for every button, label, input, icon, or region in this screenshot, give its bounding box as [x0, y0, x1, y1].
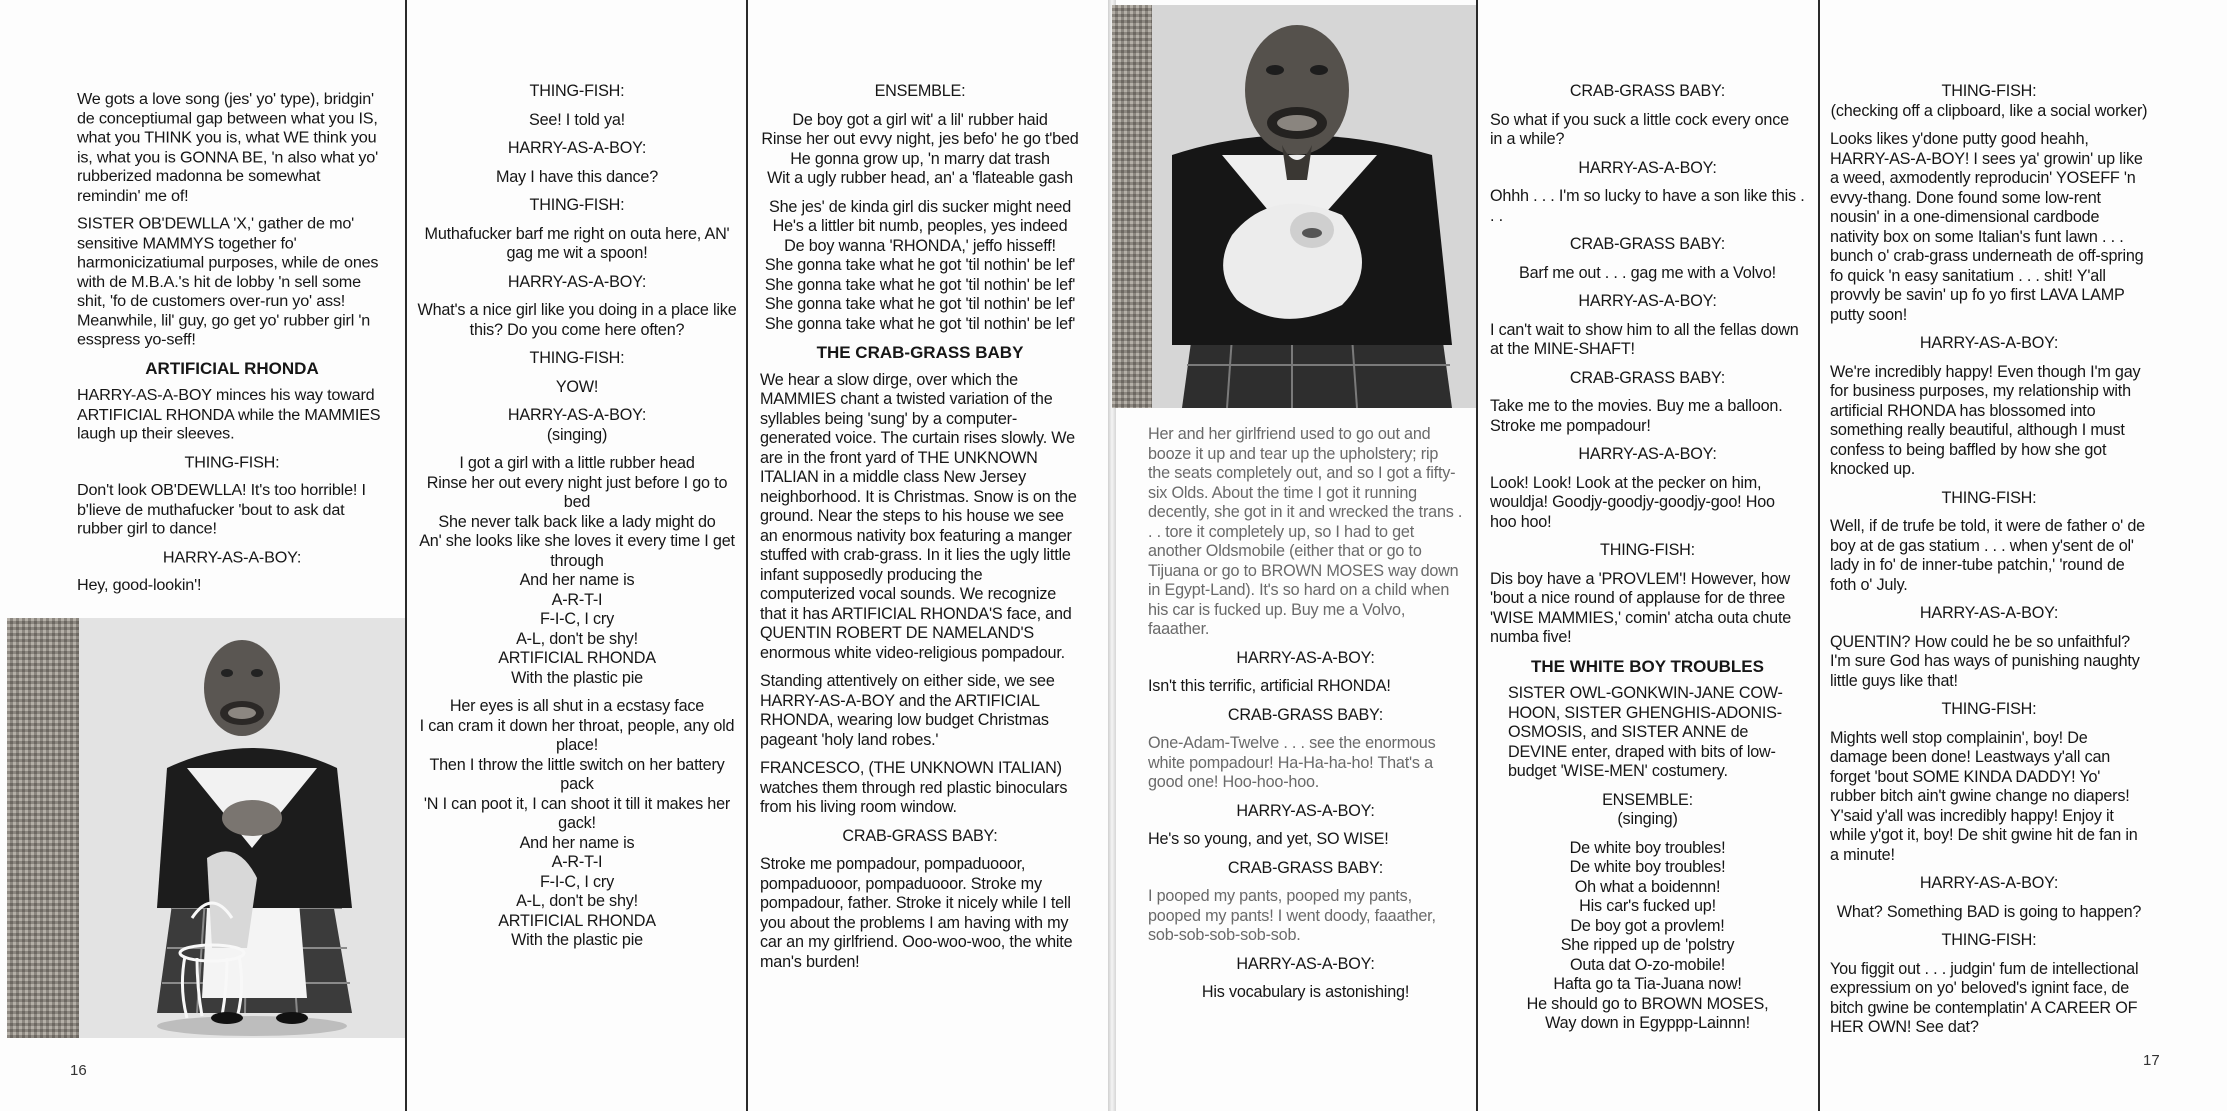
speaker-label: ENSEMBLE:	[874, 82, 966, 100]
lyric-line: He gonna grow up, 'n marry dat trash	[790, 149, 1050, 168]
lyric-line: A-R-T-I	[551, 590, 603, 609]
lyric-line: Her eyes is all shut in a ecstasy face	[449, 697, 705, 715]
dialogue-line: May I have this dance?	[495, 167, 659, 186]
speaker-label: HARRY-AS-A-BOY:	[507, 139, 647, 157]
song-verse	[1490, 839, 1805, 1034]
lyric-line: She ripped up de 'polstry	[1560, 936, 1735, 954]
lyric-line: De boy wanna 'RHONDA,' jeffo hisseff!	[784, 236, 1056, 255]
dialogue-line: So what if you suck a little cock every once in a while?	[1490, 110, 1789, 148]
speaker-label: THING-FISH:	[529, 349, 625, 367]
song-verse-2	[417, 697, 737, 951]
speaker-label: HARRY-AS-A-BOY:	[1578, 445, 1717, 463]
dialogue-line: He's so young, and yet, SO WISE!	[1148, 830, 1389, 848]
lyric-line: She gonna take what he got 'til nothin' be lef'	[764, 256, 1076, 274]
section-heading: THE CRAB-GRASS BABY	[816, 343, 1024, 362]
intro-paragraph: We gots a love song (jes' yo' type), bridgin' de conceptiumal gap between what you IS, what you THINK you is, what WE think you is, what you is GONNA BE, 'n also what yo' rubberized madonna be somewhat remindin' me of!	[77, 90, 378, 205]
column-4-text	[1148, 425, 1463, 1012]
stage-direction: Standing attentively on either side, we see HARRY-AS-A-BOY and the ARTIFICIAL RHONDA, wearing low budget Christmas pageant 'holy land robes.'	[760, 672, 1055, 749]
lyric-line: De boy got a girl wit' a lil' rubber haid	[792, 110, 1048, 129]
lyric-line: Wit a ugly rubber head, an' a 'flateable gash	[767, 169, 1073, 187]
lyric-line: And her name is	[519, 571, 635, 589]
dialogue-line: Well, if de trufe be told, it were de father o' de boy at de gas statium . . . when y'sent de ol' lady in fo' de inner-tube patchin,' 'round de foth o' July.	[1830, 517, 2145, 594]
section-heading: THE WHITE BOY TROUBLES	[1531, 656, 1764, 676]
speaker-label: THING-FISH:	[1600, 541, 1695, 559]
column-5-text	[1490, 82, 1805, 1043]
speaker-label: THING-FISH:	[1941, 82, 2037, 100]
lyric-line: Rinse her out every night just before I go to bed	[426, 473, 728, 511]
lyric-line: She gonna take what he got 'til nothin' be lef'	[764, 275, 1076, 294]
lyric-line: A-L, don't be shy!	[516, 892, 638, 910]
speaker-label: CRAB-GRASS BABY:	[1227, 858, 1384, 877]
dialogue-line: See! I told ya!	[529, 110, 625, 129]
speaker-label: HARRY-AS-A-BOY:	[1919, 874, 2059, 892]
speaker-label: THING-FISH:	[1941, 488, 2037, 507]
column-6-text	[1830, 82, 2148, 1047]
speaker-label: HARRY-AS-A-BOY:	[1919, 334, 2059, 352]
dialogue-line: Hey, good-lookin'!	[77, 576, 202, 595]
lyric-line: F-I-C, I cry	[539, 610, 615, 628]
speaker-label: THING-FISH:	[1941, 700, 2037, 718]
speaker-label: THING-FISH:	[529, 82, 625, 100]
column-divider	[1818, 0, 1820, 1111]
page-number-right: 17	[2143, 1052, 2160, 1069]
speaker-label: CRAB-GRASS BABY:	[1569, 82, 1726, 100]
column-divider	[1476, 0, 1478, 1111]
speaker-label: CRAB-GRASS BABY:	[1569, 368, 1726, 387]
lyric-line: Oh what a boidennn!	[1574, 877, 1721, 896]
stage-direction: SISTER OWL-GONKWIN-JANE COW-HOON, SISTER GHENGHIS-ADONIS-OSMOSIS, and SISTER ANNE de DEVINE enter, draped with bits of low-budget 'WISE-MEN' costumery.	[1508, 684, 1783, 780]
column-divider	[746, 0, 748, 1111]
lyric-line: His car's fucked up!	[1579, 897, 1716, 915]
dialogue-line: We're incredibly happy! Even though I'm gay for business purposes, my relationship with artificial RHONDA has blossomed into something really beautiful, although I must confess to being baffled by how she got knocked up.	[1830, 362, 2141, 478]
lyric-line: She gonna take what he got 'til nothin' be lef'	[764, 295, 1076, 313]
lyric-line: Way down in Egyppp-Lainnn!	[1545, 1014, 1750, 1032]
speaker-label: CRAB-GRASS BABY:	[842, 826, 998, 845]
dialogue-line: What's a nice girl like you doing in a place like this? Do you come here often?	[417, 301, 737, 339]
speaker-label: CRAB-GRASS BABY:	[1569, 235, 1726, 253]
stage-direction: FRANCESCO, (THE UNKNOWN ITALIAN) watches them through red plastic binoculars from his living room window.	[760, 759, 1068, 816]
lyric-line: Then I throw the little switch on her battery pack	[429, 755, 725, 793]
lyric-line: De boy got a provlem!	[1570, 916, 1725, 935]
stage-direction: (singing)	[1617, 810, 1678, 828]
dialogue-line: Isn't this terrific, artificial RHONDA!	[1148, 677, 1391, 695]
lyric-line: He should go to BROWN MOSES,	[1526, 994, 1769, 1013]
dialogue-line: Dis boy have a 'PROVLEM'! However, how 'bout a nice round of applause for de three 'WISE MAMMIES,' comin' atcha outa chute numba five!	[1490, 569, 1792, 646]
lyric-line: She jes' de kinda girl dis sucker might need	[768, 197, 1072, 216]
speaker-label: HARRY-AS-A-BOY:	[162, 548, 302, 566]
speaker-label: HARRY-AS-A-BOY:	[507, 406, 647, 424]
dialogue-line: What? Something BAD is going to happen?	[1836, 902, 2142, 921]
dialogue-line: His vocabulary is astonishing!	[1201, 983, 1410, 1001]
dialogue-line: Take me to the movies. Buy me a balloon. Stroke me pompadour!	[1490, 397, 1783, 435]
dialogue-line: Her and her girlfriend used to go out and booze it up and tear up the upholstery; rip the seats completely out, and so I got a fifty-six Olds. About the time I got it running decently, she got in it and wrecked the trans . . . tore it completely up, so I had to get another Oldsmobile (either that or go to Tijuana or go to BROWN MOSES way down in Egypt-Land). It's so hard on a child when his car is fucked up. Buy me a Volvo, faaather.	[1148, 425, 1463, 638]
dialogue-line: You figgit out . . . judgin' fum de intellectional expressium on yo' beloved's ignint face, de bitch gwine be contemplatin' A CAREER OF HER OWN! See dat?	[1830, 959, 2139, 1036]
photo-illustration	[7, 618, 405, 1038]
lyric-line: A-L, don't be shy!	[516, 629, 638, 648]
dialogue-line: Don't look OB'DEWLLA! It's too horrible! I b'lieve de muthafucker 'bout to ask dat rubber girl to dance!	[77, 481, 366, 538]
column-divider	[405, 0, 407, 1111]
speaker-label: ENSEMBLE:	[1602, 790, 1693, 809]
dialogue-line: I pooped my pants, pooped my pants, pooped my pants! I went doody, faaather, sob-sob-sob-sob-sob.	[1148, 887, 1436, 944]
speaker-label: THING-FISH:	[1941, 931, 2037, 949]
lyric-line: I can cram it down her throat, people, any old place!	[419, 716, 735, 754]
lyric-line: And her name is	[519, 833, 635, 852]
photo-illustration	[1112, 5, 1476, 408]
stage-direction: (checking off a clipboard, like a social worker)	[1830, 101, 2148, 120]
lyric-line: An' she looks like she loves it every time I get through	[419, 532, 735, 570]
section-heading: ARTIFICIAL RHONDA	[145, 358, 319, 378]
dialogue-line: One-Adam-Twelve . . . see the enormous white pompadour! Ha-Ha-ha-ho! That's a good one! Hoo-hoo-hoo.	[1148, 734, 1436, 791]
lyric-line: She gonna take what he got 'til nothin' be lef'	[764, 314, 1076, 333]
dialogue-line: Muthafucker barf me right on outa here, AN' gag me wit a spoon!	[424, 224, 730, 262]
dialogue-line: Mights well stop complainin', boy! De damage been done! Leastways y'all can forget 'bout SOME KINDA DADDY! Yo' rubber bitch ain't gwine change no diapers! Y'said y'all was incredibly happy! Enjoy it while y'got it, boy! De shit gwine hit de fan in a minute!	[1830, 728, 2138, 864]
lyric-line: De white boy troubles!	[1569, 838, 1726, 857]
photo-figure-holding-baby	[1112, 5, 1476, 408]
page-number-left: 16	[70, 1062, 87, 1079]
speaker-label: THING-FISH:	[184, 452, 280, 471]
stage-direction: HARRY-AS-A-BOY minces his way toward ARTIFICIAL RHONDA while the MAMMIES laugh up their sleeves.	[77, 386, 381, 443]
speaker-label: HARRY-AS-A-BOY:	[1236, 954, 1375, 973]
speaker-label: THING-FISH:	[529, 196, 625, 214]
lyric-line: I got a girl with a little rubber head	[459, 454, 695, 472]
lyric-line: He's a littler bit numb, peoples, yes indeed	[772, 217, 1068, 235]
song-verse-1	[760, 111, 1080, 189]
lyric-line: With the plastic pie	[511, 931, 643, 949]
stage-direction: We hear a slow dirge, over which the MAMMIES chant a twisted variation of the syllables being 'sung' by a computer-generated voice. The curtain rises slowly. We are in the front yard of THE UNKNOWN ITALIAN in a middle class New Jersey neighborhood. It is Christmas. Snow is on the ground. Near the steps to his house we see an enormous nativity box featuring a manger stuffed with crab-grass. In it lies the ugly little infant supposedly producing the computerized vocal sounds. We recognize that it has ARTIFICIAL RHONDA'S face, and QUENTIN ROBERT DE NAMELAND'S enormous white video-religious pompadour.	[760, 370, 1077, 662]
dialogue-line: Looks likes y'done putty good heahh, HARRY-AS-A-BOY! I sees ya' growin' up like a weed, axmodently reproducin' YOSEFF 'n evvy-thang. Done found some low-rent nousin' in a one-dimensional cardbode nativity box on some Italian's funt lawn . . . bunch o' crab-grass underneath de off-spring fo quick 'n easy sanitatium . . . shit! Y'all provvly be savin' up fo yo first LAVA LAMP putty soon!	[1830, 130, 2144, 324]
paragraph: SISTER OB'DEWLLA 'X,' gather de mo' sensitive MAMMYS together fo' harmonicizatiumal purposes, while de ones with de M.B.A.'s hit de lobby 'n sell some shit, 'fo de customers over-run yo' ass! Meanwhile, lil' guy, go get yo' rubber girl 'n esspress yo-seff!	[77, 214, 379, 349]
column-1-text	[77, 90, 387, 605]
lyric-line: De white boy troubles!	[1569, 858, 1726, 876]
speaker-label: HARRY-AS-A-BOY:	[1919, 604, 2059, 622]
dialogue-line: Look! Look! Look at the pecker on him, wouldja! Goodjy-goodjy-goodjy-goo! Hoo hoo hoo!	[1490, 473, 1775, 531]
column-2-text	[417, 82, 737, 960]
dialogue-line: Stroke me pompadour, pompaduooor, pompaduooor, pompaduooor. Stroke my pompadour, father. Stroke it nicely while I tell you about the problems I am having with my car an my girlfriend. Ooo-woo-woo, the white man's burden!	[760, 855, 1073, 971]
dialogue-line: YOW!	[555, 377, 599, 396]
song-verse-1	[417, 454, 737, 688]
lyric-line: Outa dat O-zo-mobile!	[1569, 955, 1726, 974]
lyric-line: With the plastic pie	[511, 668, 643, 687]
song-verse-2	[760, 198, 1080, 335]
lyric-line: F-I-C, I cry	[539, 872, 615, 891]
speaker-label: CRAB-GRASS BABY:	[1227, 705, 1384, 724]
lyric-line: A-R-T-I	[551, 853, 603, 871]
speaker-label: HARRY-AS-A-BOY:	[507, 272, 647, 291]
stage-direction: (singing)	[546, 425, 608, 444]
speaker-label: HARRY-AS-A-BOY:	[1236, 801, 1375, 820]
photo-figure-with-doll	[7, 618, 405, 1038]
lyric-line: ARTIFICIAL RHONDA	[498, 649, 656, 667]
lyric-line: Rinse her out evvy night, jes befo' he go t'bed	[761, 130, 1079, 148]
speaker-label: HARRY-AS-A-BOY:	[1578, 292, 1717, 310]
speaker-label: HARRY-AS-A-BOY:	[1236, 648, 1375, 667]
dialogue-line: Barf me out . . . gag me with a Volvo!	[1519, 263, 1776, 282]
lyric-line: ARTIFICIAL RHONDA	[498, 911, 656, 930]
lyric-line: She never talk back like a lady might do	[438, 512, 716, 531]
dialogue-line: I can't wait to show him to all the fellas down at the MINE-SHAFT!	[1490, 320, 1799, 358]
column-3-text	[760, 82, 1080, 981]
dialogue-line: QUENTIN? How could he be so unfaithful? I'm sure God has ways of punishing naughty little guys like that!	[1830, 632, 2140, 690]
dialogue-line: Ohhh . . . I'm so lucky to have a son like this . . .	[1490, 187, 1805, 225]
speaker-label: HARRY-AS-A-BOY:	[1578, 158, 1717, 177]
lyric-line: Hafta go ta Tia-Juana now!	[1553, 975, 1742, 993]
lyric-line: 'N I can poot it, I can shoot it till it makes her gack!	[423, 794, 731, 832]
